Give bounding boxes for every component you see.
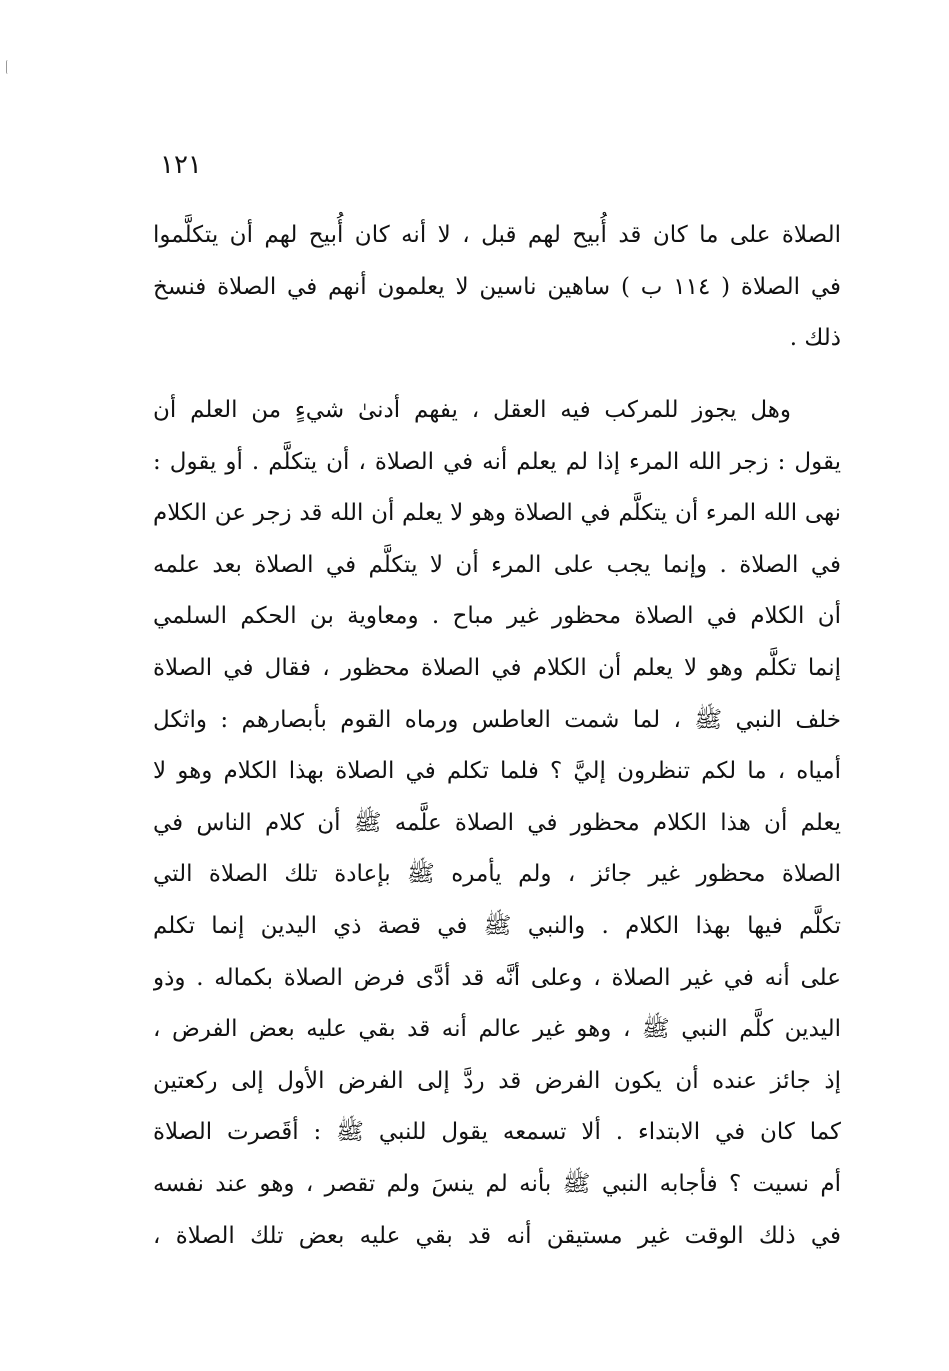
text-line: في الصلاة . وإنما يجب على المرء أن لا يتكلَّم في الصلاة بعد علمه <box>153 551 841 578</box>
text-line: يعلم أن هذا الكلام محظور في الصلاة علَّمه ﷺ أن كلام الناس في <box>153 809 841 836</box>
text-line: أن الكلام في الصلاة محظور غير مباح . ومعاوية بن الحكم السلمي <box>153 603 841 630</box>
paragraph-1 <box>153 210 841 365</box>
text-line: كما كان في الابتداء . ألا تسمعه يقول للنبي ﷺ : أقَصرت الصلاة <box>153 1119 841 1146</box>
text-line: اليدين كلَّم النبي ﷺ ، وهو غير عالم أنه قد بقي عليه بعض الفرض ، <box>153 1016 841 1043</box>
text-line: الصلاة على ما كان قد أُبيح لهم قبل ، لا أنه كان أُبيح لهم أن يتكلَّموا <box>153 222 841 248</box>
text-line: إذ جائز عنده أن يكون الفرض قد ردَّ إلى الفرض الأول إلى ركعتين <box>153 1067 841 1094</box>
text-line: ذلك . <box>789 325 841 352</box>
text-line: نهى الله المرء أن يتكلَّم في الصلاة وهو لا يعلم أن الله قد زجر عن الكلام <box>153 500 841 527</box>
text-line: الصلاة محظور غير جائز ، ولم يأمره ﷺ بإعادة تلك الصلاة التي <box>153 861 841 888</box>
margin-mark <box>6 60 11 74</box>
page-number: ١٢١ <box>160 150 202 180</box>
text-line: إنما تكلَّم وهو لا يعلم أن الكلام في الصلاة محظور ، فقال في الصلاة <box>153 654 841 681</box>
text-line: أم نسيت ؟ فأجابه النبي ﷺ بأنه لم ينسَ ولم تقصر ، وهو عند نفسه <box>153 1170 841 1197</box>
text-line: خلف النبي ﷺ ، لما شمت العاطس ورماه القوم بأبصارهم : واثكل <box>153 706 841 733</box>
text-line: في الصلاة ( ١١٤ ب ) ساهين ناسين لا يعلمون أنهم في الصلاة فنسخ <box>153 273 841 300</box>
text-line: في ذلك الوقت غير مستيقن أنه قد بقي عليه بعض تلك الصلاة ، <box>153 1222 841 1249</box>
text-line: تكلَّم فيها بهذا الكلام . والنبي ﷺ في قصة ذي اليدين إنما تكلم <box>153 912 841 939</box>
text-line: أمياه ، ما لكم تنظرون إليَّ ؟ فلما تكلم في الصلاة بهذا الكلام وهو لا <box>153 758 841 785</box>
paragraph-2 <box>153 385 841 1262</box>
text-line: على أنه في غير الصلاة ، وعلى أنَّه قد أدَّى فرض الصلاة بكماله . وذو <box>153 964 841 991</box>
text-line: يقول : زجر الله المرء إذا لم يعلم أنه في الصلاة ، أن يتكلَّم . أو يقول : <box>153 448 841 475</box>
text-line: وهل يجوز للمركب فيه العقل ، يفهم أدنىٰ شيءٍ من العلم أن <box>153 397 791 423</box>
